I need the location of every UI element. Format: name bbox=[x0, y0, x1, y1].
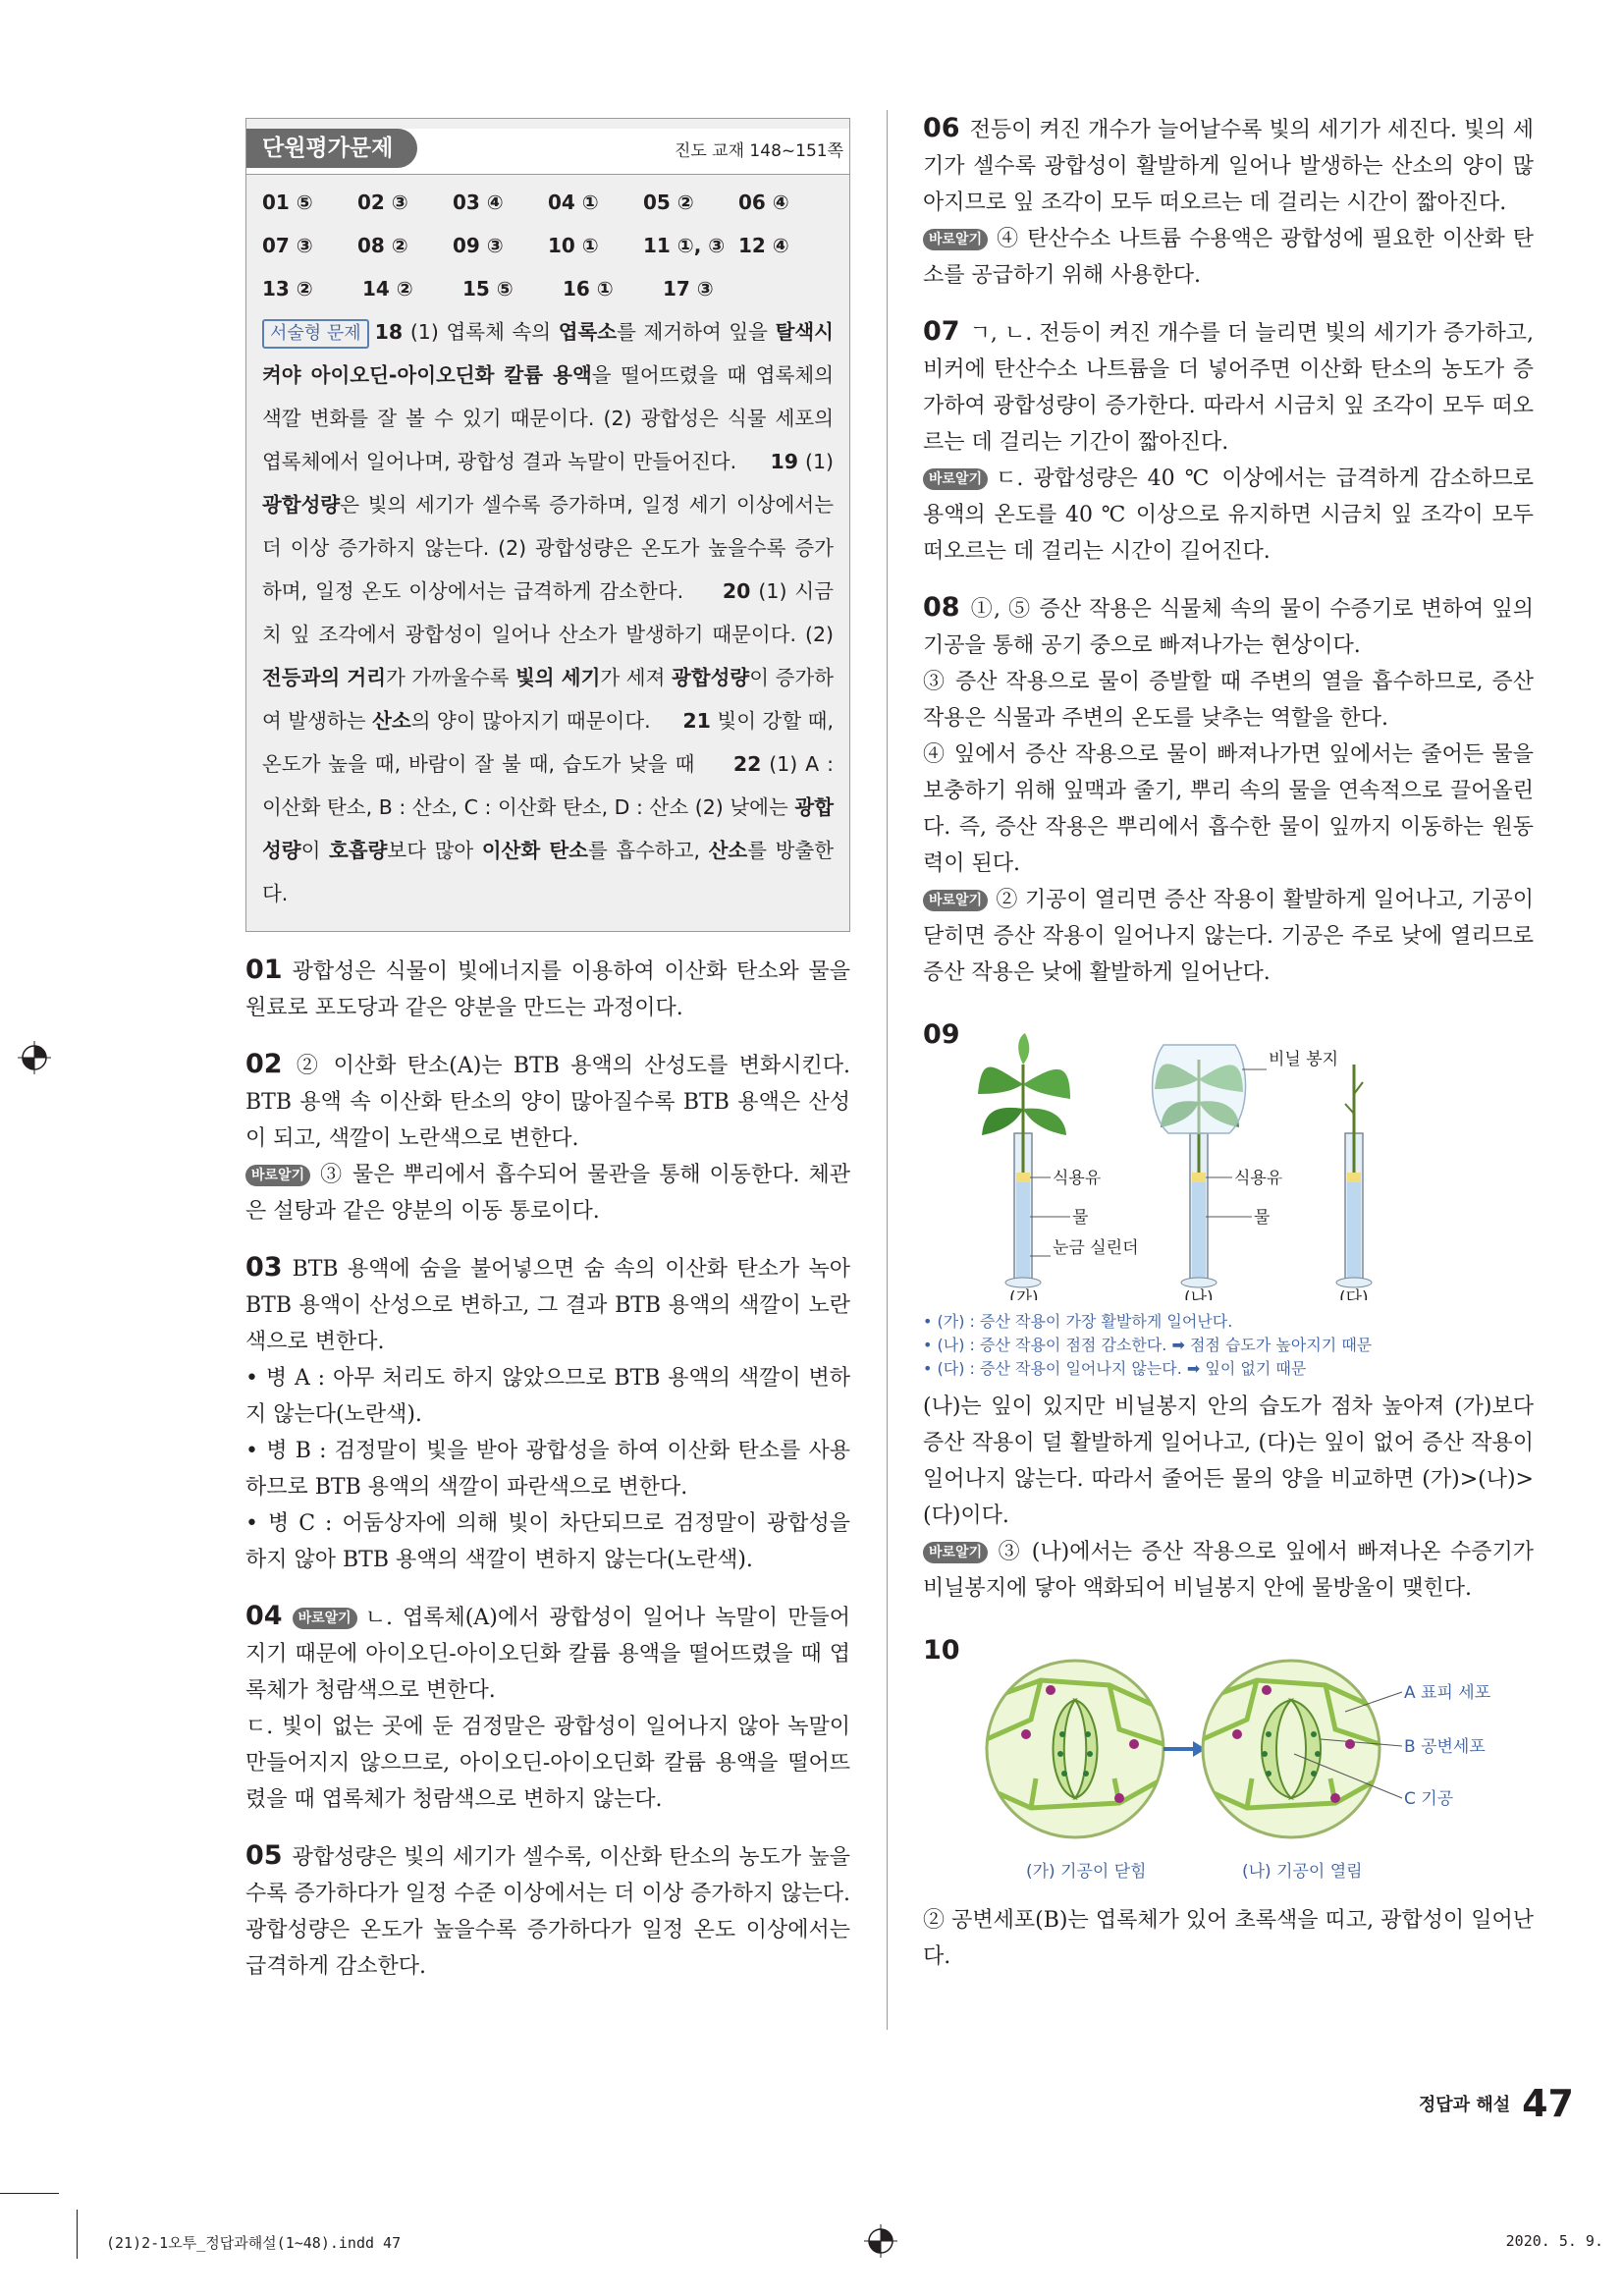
question-text: ①, ⑤ 증산 작용은 식물체 속의 물이 수증기로 변하여 잎의 기공을 통해 공기 중으로 빠져나가는 현상이다. ③ 증산 작용으로 물이 증발할 때 주변의 열을 흡수하므로, 증산 작용은 식물과 주변의 온도를 낮추는 역할을 한다. ④ 잎에서 증산 작용으로 물이 빠져나가면 잎에서는 줄어든 물을 보충하기 위해 잎맥과 줄기, 뿌리 속의 물을 연속적으로 끌어올린다. 즉, 증산 작용은 뿌리에서 흡수한 물이 잎까지 이동하는 원동력이 된다. 바로알기 ② 기공이 열리면 증산 작용이 활발하게 일어나고, 기공이 닫히면 증산 작용이 일어나지 않는다. 기공은 주로 낮에 열리므로 증산 작용은 낮에 활발하게 일어난다. bbox=[923, 597, 1534, 985]
label-ga: (가) bbox=[1009, 1288, 1039, 1300]
question-number: 07 bbox=[923, 316, 960, 347]
question-text: 광합성량은 빛의 세기가 셀수록, 이산화 탄소의 농도가 높을수록 증가하다가 일정 수준 이상에서는 더 이상 증가하지 않는다. 광합성량은 온도가 높을수록 증가하다가 일정 온도 이상에서는 급격하게 감소한다. bbox=[245, 1845, 850, 1979]
question-text: ② 이산화 탄소(A)는 BTB 용액의 산성도를 변화시킨다. BTB 용액 속 이산화 탄소의 양이 많아질수록 BTB 용액은 산성이 되고, 색깔이 노란색으로 변한다. 바로알기 ③ 물은 뿌리에서 흡수되어 물관을 통해 이동한다. 체관은 설탕과 같은 양분의 이동 통로이다. bbox=[245, 1054, 850, 1224]
answer-item: 17 ③ bbox=[663, 277, 714, 301]
answer-item: 03 ④ bbox=[453, 191, 504, 214]
question-text: 바로알기 ㄴ. 엽록체(A)에서 광합성이 일어나 녹말이 만들어지기 때문에 아이오딘-아이오딘화 칼륨 용액을 떨어뜨렸을 때 엽록체가 청람색으로 변한다. ㄷ. 빛이 없는 곳에 둔 검정말은 광합성이 일어나지 않아 녹말이 만들어지지 않으므로, 아이오딘-아이오딘화 칼륨 용액을 떨어뜨렸을 때 엽록체가 청람색으로 변하지 않는다. bbox=[245, 1606, 850, 1812]
stomata-open bbox=[1203, 1661, 1380, 1837]
correction-badge: 바로알기 bbox=[923, 468, 988, 490]
answer-row bbox=[262, 224, 834, 267]
question-number: 06 bbox=[923, 113, 960, 143]
right-column bbox=[923, 110, 1534, 1975]
page-footer bbox=[1419, 2082, 1574, 2125]
stomata-diagram bbox=[923, 1641, 1534, 1896]
figure-note: • (다) : 증산 작용이 일어나지 않는다. ➡ 잎이 없기 때문 bbox=[923, 1359, 1307, 1378]
question-text: ㄱ, ㄴ. 전등이 켜진 개수를 더 늘리면 빛의 세기가 증가하고, 비커에 탄산수소 나트륨을 더 넣어주면 이산화 탄소의 농도가 증가하여 광합성량이 증가한다. 따라서 시금치 잎 조각이 모두 떠오르는 데 걸리는 기간이 짧아진다. 바로알기 ㄷ. 광합성량은 40 ℃ 이상에서는 급격하게 감소하므로 용액의 온도를 40 ℃ 이상으로 유지하면 시금치 잎 조각이 모두 떠오르는 데 걸리는 시간이 길어진다. bbox=[923, 321, 1534, 564]
label-da: (다) bbox=[1339, 1288, 1369, 1300]
question-number: 09 bbox=[923, 1019, 960, 1050]
print-date: 2020. 5. 9. bbox=[1505, 2232, 1603, 2250]
answer-item: 10 ① bbox=[548, 234, 599, 257]
correction-badge: 바로알기 bbox=[293, 1608, 357, 1629]
answer-item: 11 ①, ③ bbox=[643, 234, 726, 257]
plant-da bbox=[1336, 1065, 1372, 1287]
correction-badge: 바로알기 bbox=[923, 890, 988, 911]
answer-item: 02 ③ bbox=[357, 191, 408, 214]
column-divider bbox=[887, 110, 888, 2030]
answer-item: 15 ⑤ bbox=[462, 277, 514, 301]
question-08 bbox=[923, 589, 1534, 991]
stomata-figure bbox=[923, 1641, 1534, 1896]
answer-item: 05 ② bbox=[643, 191, 694, 214]
figure-note: • (가) : 증산 작용이 가장 활발하게 일어난다. bbox=[923, 1312, 1233, 1331]
caption-closed: (가) 기공이 닫힘 bbox=[1026, 1862, 1147, 1882]
question-number: 02 bbox=[245, 1049, 283, 1079]
print-file-info: (21)2-1오투_정답과해설(1~48).indd 47 bbox=[106, 2234, 402, 2252]
label-bag: 비닐 봉지 bbox=[1269, 1050, 1339, 1069]
plant-na bbox=[1153, 1045, 1246, 1287]
label-oil-2: 식용유 bbox=[1234, 1169, 1283, 1188]
footer-label: 정답과 해설 bbox=[1418, 2095, 1511, 2115]
question-09 bbox=[923, 1016, 1534, 1607]
question-number: 03 bbox=[245, 1252, 283, 1283]
transpiration-diagram bbox=[923, 1025, 1534, 1300]
answer-row bbox=[262, 267, 834, 310]
answer-item: 06 ④ bbox=[738, 191, 789, 214]
label-stoma: C 기공 bbox=[1404, 1789, 1454, 1809]
essay-text: 18 (1) 엽록체 속의 엽록소를 제거하여 잎을 탈색시켜야 아이오딘-아이오딘화 칼륨 용액을 떨어뜨렸을 때 엽록체의 색깔 변화를 잘 볼 수 있기 때문이다. (2) 광합성은 식물 세포의 엽록체에서 일어나며, 광합성 결과 녹말이 만들어진다. 19 (1) 광합성량은 빛의 세기가 셀수록 증가하며, 일정 세기 이상에서는 더 이상 증가하지 않는다. (2) 광합성량은 온도가 높을수록 증가하며, 일정 온도 이상에서는 급격하게 감소한다. 20 (1) 시금치 잎 조각에서 광합성이 일어나 산소가 발생하기 때문이다. (2) 전등과의 거리가 가까울수록 빛의 세기가 세져 광합성량이 증가하여 발생하는 산소의 양이 많아지기 때문이다. 21 빛이 강할 때, 온도가 높을 때, 바람이 잘 불 때, 습도가 낮을 때 22 (1) A : 이산화 탄소, B : 산소, C : 이산화 탄소, D : 산소 (2) 낮에는 광합성량이 호흡량보다 많아 이산화 탄소를 흡수하고, 산소를 방출한다. bbox=[262, 320, 835, 905]
question-05 bbox=[245, 1837, 850, 1985]
question-number: 04 bbox=[245, 1601, 283, 1631]
box-header bbox=[246, 129, 849, 175]
answer-item: 04 ① bbox=[548, 191, 599, 214]
question-text: BTB 용액에 숨을 불어넣으면 숨 속의 이산화 탄소가 녹아 BTB 용액이 산성으로 변하고, 그 결과 BTB 용액의 색깔이 노란색으로 변한다. • 병 A : 아무 처리도 하지 않았으므로 BTB 용액의 색깔이 변하지 않는다(노란색). • 병 B : 검정말이 빛을 받아 광합성을 하여 이산화 탄소를 사용하므로 BTB 용액의 색깔이 파란색으로 변한다. • 병 C : 어둠상자에 의해 빛이 차단되므로 검정말이 광합성을 하지 않아 BTB 용액의 색깔이 변하지 않는다(노란색). bbox=[245, 1257, 850, 1572]
question-09-text: (나)는 잎이 있지만 비닐봉지 안의 습도가 점차 높아져 (가)보다 증산 작용이 덜 활발하게 일어나고, (다)는 잎이 없어 증산 작용이 일어나지 않는다. 따라서 줄어든 물의 양을 비교하면 (가)>(나)>(다)이다. 바로알기 ③ (나)에서는 증산 작용으로 잎에서 빠져나온 수증기가 비닐봉지에 닿아 액화되어 비닐봉지 안에 물방울이 맺힌다. bbox=[923, 1394, 1534, 1601]
textbook-reference: 진도 교재 148~151쪽 bbox=[674, 141, 843, 161]
stomata-closed bbox=[987, 1661, 1163, 1837]
label-water-2: 물 bbox=[1254, 1208, 1271, 1228]
answer-item: 16 ① bbox=[563, 277, 614, 301]
question-text: 전등이 켜진 개수가 늘어날수록 빛의 세기가 세진다. 빛의 세기가 셀수록 광합성이 활발하게 일어나 발생하는 산소의 양이 많아지므로 잎 조각이 모두 떠오르는 데 걸리는 시간이 짧아진다. 바로알기 ④ 탄산수소 나트륨 수용액은 광합성에 필요한 이산화 탄소를 공급하기 위해 사용한다. bbox=[923, 118, 1534, 288]
page-number: 47 bbox=[1522, 2082, 1574, 2125]
answer-item: 01 ⑤ bbox=[262, 191, 313, 214]
right-explanations bbox=[923, 110, 1534, 991]
label-epidermal-cell: A 표피 세포 bbox=[1404, 1683, 1491, 1703]
essay-answers bbox=[262, 310, 834, 915]
essay-tag: 서술형 문제 bbox=[262, 319, 369, 349]
label-na: (나) bbox=[1184, 1288, 1214, 1300]
question-03 bbox=[245, 1249, 850, 1578]
question-number: 08 bbox=[923, 592, 960, 623]
answer-item: 09 ③ bbox=[453, 234, 504, 257]
answer-item: 07 ③ bbox=[262, 234, 313, 257]
caption-open: (나) 기공이 열림 bbox=[1242, 1862, 1363, 1882]
question-10 bbox=[923, 1632, 1534, 1975]
question-number: 05 bbox=[245, 1840, 283, 1871]
correction-badge: 바로알기 bbox=[923, 229, 988, 250]
question-06 bbox=[923, 110, 1534, 294]
unit-summary-box bbox=[245, 118, 850, 932]
transpiration-figure bbox=[923, 1025, 1534, 1300]
question-number: 10 bbox=[923, 1635, 960, 1666]
question-01 bbox=[245, 952, 850, 1026]
label-water-1: 물 bbox=[1072, 1208, 1089, 1228]
question-text: 광합성은 식물이 빛에너지를 이용하여 이산화 탄소와 물을 원료로 포도당과 같은 양분을 만드는 과정이다. bbox=[245, 959, 850, 1020]
answer-item: 13 ② bbox=[262, 277, 313, 301]
crop-mark bbox=[77, 2210, 78, 2259]
registration-mark-icon bbox=[18, 1041, 51, 1074]
question-10-text: ② 공변세포(B)는 엽록체가 있어 초록색을 띠고, 광합성이 일어난다. bbox=[923, 1908, 1534, 1969]
answer-row bbox=[262, 181, 834, 224]
left-column bbox=[245, 110, 850, 1985]
figure-notes bbox=[923, 1310, 1534, 1381]
question-07 bbox=[923, 313, 1534, 570]
label-guard-cell: B 공변세포 bbox=[1404, 1737, 1486, 1757]
answer-item: 14 ② bbox=[362, 277, 413, 301]
correction-badge: 바로알기 bbox=[245, 1165, 310, 1186]
figure-note: • (나) : 증산 작용이 점점 감소한다. ➡ 점점 습도가 높아지기 때문 bbox=[923, 1336, 1373, 1354]
question-02 bbox=[245, 1046, 850, 1230]
label-oil-1: 식용유 bbox=[1053, 1169, 1102, 1188]
crop-mark bbox=[0, 2193, 59, 2194]
answer-item: 08 ② bbox=[357, 234, 408, 257]
question-number: 01 bbox=[245, 955, 283, 985]
label-cylinder: 눈금 실린더 bbox=[1053, 1238, 1139, 1258]
answer-item: 12 ④ bbox=[738, 234, 789, 257]
question-04 bbox=[245, 1598, 850, 1818]
left-explanations bbox=[245, 952, 850, 1985]
registration-mark-icon bbox=[864, 2224, 897, 2258]
correction-badge: 바로알기 bbox=[923, 1542, 988, 1563]
unit-tag: 단원평가문제 bbox=[246, 129, 417, 168]
